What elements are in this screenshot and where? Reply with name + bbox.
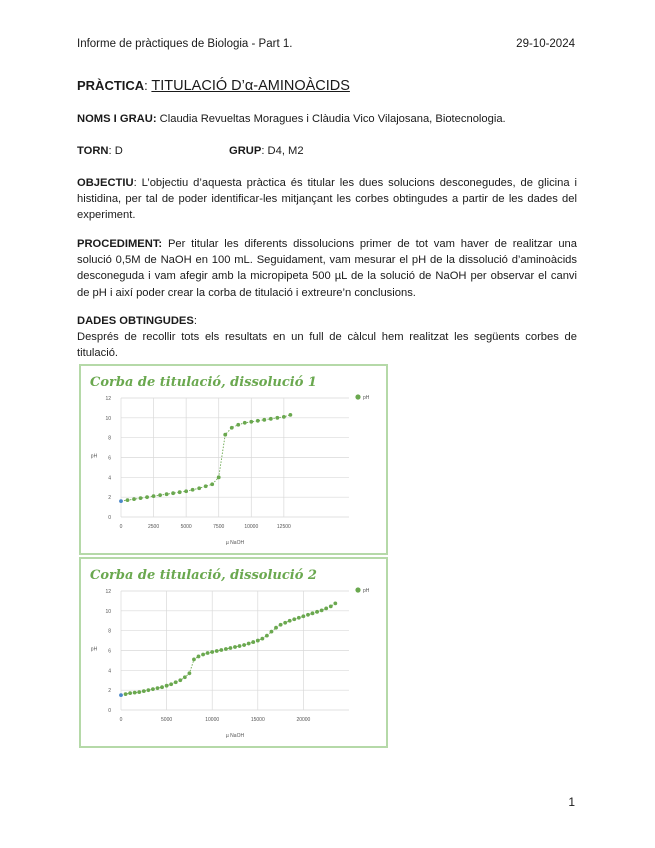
data-point <box>242 643 246 647</box>
data-point <box>183 675 187 679</box>
x-tick-label: 7500 <box>213 524 225 530</box>
data-point <box>247 642 251 646</box>
objective-label: OBJECTIU <box>77 177 134 189</box>
chart-title: Corba de titulació, dissolució 1 <box>90 375 317 390</box>
grup-line <box>229 143 429 159</box>
y-tick-label: 10 <box>105 415 111 422</box>
data-point <box>324 606 328 610</box>
data-point <box>160 685 164 689</box>
data-point <box>156 686 160 690</box>
data-point <box>119 499 123 503</box>
legend-label: pH <box>363 588 370 594</box>
data-point <box>217 475 221 479</box>
data-point <box>210 482 214 486</box>
data-point <box>201 653 205 657</box>
data-point <box>192 658 196 662</box>
data-point <box>219 648 223 652</box>
y-tick-label: 4 <box>108 668 111 675</box>
data-point <box>210 650 214 654</box>
x-tick-label: 10000 <box>244 524 259 530</box>
data-heading: DADES OBTINGUDES: <box>77 315 197 327</box>
data-point <box>230 426 234 430</box>
legend-label: pH <box>363 395 370 401</box>
header-date: 29-10-2024 <box>516 38 575 50</box>
data-point <box>169 682 173 686</box>
data-point <box>262 418 266 422</box>
data-point <box>311 611 315 615</box>
data-point <box>158 493 162 497</box>
data-point <box>329 604 333 608</box>
data-point <box>204 484 208 488</box>
y-tick-label: 4 <box>108 475 111 482</box>
chart-1-frame <box>79 364 388 555</box>
series-line <box>121 415 290 501</box>
data-point <box>174 680 178 684</box>
torn-label: TORN <box>77 145 109 157</box>
data-point <box>197 486 201 490</box>
legend-marker <box>355 394 360 399</box>
y-tick-label: 8 <box>108 435 111 442</box>
data-point <box>288 619 292 623</box>
x-tick-label: 2500 <box>148 524 160 530</box>
y-tick-label: 6 <box>108 648 111 655</box>
data-point <box>282 415 286 419</box>
procedure-text: Per titular les diferents dissolucions primer de tot vam haver de realitzar una solució 0,5M de NaOH en 100 mL. Seguidament, vam mesurar el pH de la dissolució d’aminoàcids desconeguda i vam afegir amb la micropipeta 500 µL de la solució de NaOH per observar el canvi de pH i així poder crear la corba de titulació i extreure’n conclusions. <box>77 238 577 299</box>
names-label: NOMS I GRAU: <box>77 113 157 125</box>
data-point <box>333 601 337 605</box>
objective-text: : L’objectiu d’aquesta pràctica és titular les dues solucions desconegudes, de glicina i histidina, per tal de poder identificar-les mitjançant les corbes obtingudes a partir de les dades del experiment. <box>77 177 577 222</box>
names-value: Claudia Revueltas Moragues i Clàudia Vico Vilajosana, Biotecnologia. <box>159 113 506 125</box>
procedure-label: PROCEDIMENT: <box>77 238 163 250</box>
data-point <box>274 626 278 630</box>
data-point <box>119 693 123 697</box>
data-point <box>229 646 233 650</box>
data-point <box>297 616 301 620</box>
x-tick-label: 5000 <box>180 524 192 530</box>
y-tick-label: 6 <box>108 455 111 462</box>
x-tick-label: 20000 <box>296 717 311 723</box>
data-point <box>260 637 264 641</box>
data-point <box>306 613 310 617</box>
practice-name: TITULACIÓ D’α-AMINOÀCIDS <box>151 78 350 94</box>
data-point <box>165 492 169 496</box>
data-point <box>320 608 324 612</box>
data-point <box>152 494 156 498</box>
data-point <box>275 416 279 420</box>
data-point <box>223 433 227 437</box>
data-point <box>243 421 247 425</box>
page-number: 1 <box>568 795 575 809</box>
data-point <box>188 671 192 675</box>
data-point <box>283 621 287 625</box>
data-point <box>178 678 182 682</box>
x-tick-label: 10000 <box>205 717 220 723</box>
data-point <box>279 623 283 627</box>
data-point <box>171 491 175 495</box>
data-point <box>302 614 306 618</box>
y-tick-label: 12 <box>105 396 111 402</box>
data-point <box>233 645 237 649</box>
y-axis-label: pH <box>90 646 98 653</box>
practice-title: PRÀCTICA: TITULACIÓ D’α-AMINOÀCIDS <box>77 78 350 94</box>
x-axis-label: µ NaOH <box>225 540 245 546</box>
procedure-paragraph <box>77 236 577 301</box>
data-point <box>145 495 149 499</box>
data-point <box>197 655 201 659</box>
data-point <box>139 496 143 500</box>
data-point <box>238 644 242 648</box>
data-point <box>178 490 182 494</box>
x-axis-label: µ NaOH <box>225 733 245 739</box>
header-left: Informe de pràctiques de Biologia - Part 1. <box>77 38 293 50</box>
data-point <box>132 497 136 501</box>
data-point <box>191 488 195 492</box>
data-point <box>215 649 219 653</box>
data-point <box>146 688 150 692</box>
data-point <box>256 639 260 643</box>
data-point <box>133 691 137 695</box>
x-tick-label: 0 <box>119 524 123 530</box>
data-paragraph: Després de recollir tots els resultats en un full de càlcul hem realitzat les següents corbes de titulació. <box>77 331 577 360</box>
y-tick-label: 2 <box>108 495 111 502</box>
data-point <box>126 498 130 502</box>
data-point <box>265 634 269 638</box>
data-point <box>249 420 253 424</box>
x-tick-label: 5000 <box>161 717 173 723</box>
data-point <box>206 651 210 655</box>
x-tick-label: 0 <box>119 717 123 723</box>
data-point <box>165 684 169 688</box>
chart-title: Corba de titulació, dissolució 2 <box>90 568 317 583</box>
y-tick-label: 0 <box>108 708 111 714</box>
chart-1 <box>81 366 386 553</box>
legend-marker <box>355 587 360 592</box>
y-axis-label: pH <box>90 453 98 460</box>
chart-2 <box>81 559 386 746</box>
data-label: DADES OBTINGUDES <box>77 315 194 327</box>
data-point <box>288 413 292 417</box>
names-line <box>77 111 577 127</box>
data-point <box>184 489 188 493</box>
data-point <box>270 630 274 634</box>
data-point <box>224 647 228 651</box>
y-tick-label: 12 <box>105 589 111 595</box>
y-tick-label: 0 <box>108 515 111 521</box>
x-tick-label: 15000 <box>250 717 265 723</box>
data-point <box>315 610 319 614</box>
practice-label: PRÀCTICA <box>77 78 145 93</box>
data-point <box>251 640 255 644</box>
data-point <box>292 617 296 621</box>
data-point <box>236 423 240 427</box>
grup-label: GRUP <box>229 145 262 157</box>
y-tick-label: 10 <box>105 608 111 615</box>
data-point <box>124 692 128 696</box>
y-tick-label: 2 <box>108 688 111 695</box>
data-point <box>128 691 132 695</box>
chart-2-frame <box>79 557 388 748</box>
x-tick-label: 12500 <box>276 524 291 530</box>
data-point <box>256 419 260 423</box>
data-point <box>269 417 273 421</box>
torn-value: : D <box>108 145 123 157</box>
grup-value: : D4, M2 <box>261 145 304 157</box>
data-point <box>151 687 155 691</box>
objective-paragraph <box>77 175 577 224</box>
data-point <box>142 689 146 693</box>
y-tick-label: 8 <box>108 628 111 635</box>
data-point <box>137 690 141 694</box>
